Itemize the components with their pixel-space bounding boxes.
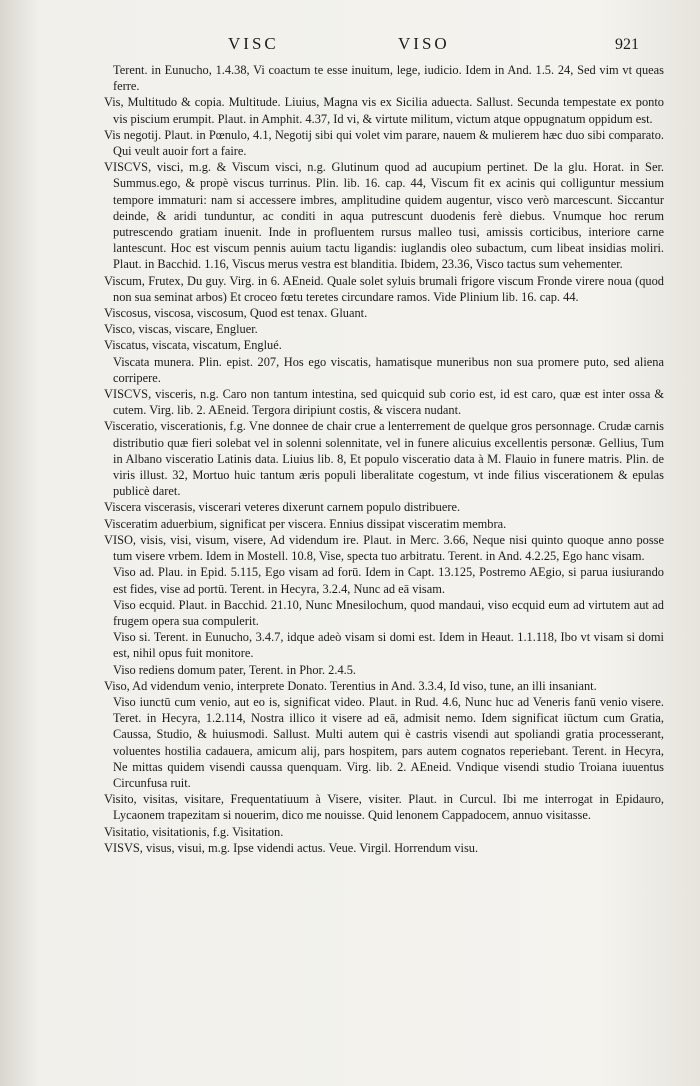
entry-continuation: Viso iunctū cum venio, aut eo is, significat video. Plaut. in Rud. 4.6, Nunc huc ad Veneris fanū venio visere. Teret. in Hecyra, 1.2.114, Nostra illico it visere ad eā, admisit nemo. Idem significat iūctum cum Gratia, Caussa, Studio, & huiusmodi. Sallust. Multi autem qui è castris visendi aut spoliandi gratia processerant, voluentes hostilia cadauera, amicum alij, pars hospitem, pars autem cognatos reperiebant. Terent. in Hecyra, Ne mittas quidem visendi caussa quenquam. Virg. lib. 2. AEneid. Vndique visendi studio Troiana iuuentus Circunfusa ruit.: [113, 694, 664, 790]
dictionary-entry: Viscosus, viscosa, viscosum, Quod est tenax. Gluant.: [104, 306, 368, 321]
dictionary-entry: Vis, Multitudo & copia. Multitude. Liuius, Magna vis ex Sicilia aduecta. Sallust. Secunda tempestate ex ponto vis piscium erumpit. Plaut. in Amphit. 4.37, Id vi, & virtute militum, victum atque oppugnatum oppidum est.: [104, 95, 664, 126]
dictionary-entry: Vis negotij. Plaut. in Pœnulo, 4.1, Negotij sibi qui volet vim parare, nauem & mulierem hæc duo sibi comparato. Qui veult auoir fort a faire.: [104, 127, 664, 159]
dictionary-entry: Viscum, Frutex, Du guy. Virg. in 6. AEneid. Quale solet syluis brumali frigore viscum Fronde virere noua (quod non sua seminat arbos) Et croceo fœtu teretes circundare ramos. Vide Plinium lib. 16. cap. 44.: [104, 273, 664, 304]
dictionary-entry: Visito, visitas, visitare, Frequentatiuum à Visere, visiter. Plaut. in Curcul. Ibi me interrogat in Epidauro, Lycaonem trapezitam si nouerim, dico me nouisse. Quid lenonem Cappadocem, annuo visitasse.: [104, 792, 664, 823]
dictionary-entry: Visco, viscas, viscare, Engluer.: [104, 322, 258, 337]
dictionary-entry: VISVS, visus, visui, m.g. Ipse videndi actus. Veue. Virgil. Horrendum visu.: [104, 840, 479, 855]
dictionary-entry: Visitatio, visitationis, f.g. Visitation.: [104, 824, 284, 839]
entry-continuation: Viso rediens domum pater, Terent. in Phor. 2.4.5.: [113, 662, 357, 677]
dictionary-body: [104, 62, 664, 856]
entry-continuation: Terent. in Eunucho, 1.4.38, Vi coactum te esse inuitum, lege, iudicio. Idem in And. 1.5. 24, Sed vim vt queas ferre.: [113, 63, 664, 94]
dictionary-entry: VISCVS, visci, m.g. & Viscum visci, n.g. Glutinum quod ad aucupium pertinet. De la glu. Horat. in Ser. Summus.ego, & propè viscus turrinus. Plin. lib. 16. cap. 44, Viscum fit ex acinis qui colliguntur messium tempore immaturi: nam si accessere imbres, amplitudine quidem augentur, visco verò marcescunt. Siccantur deinde, & aridi tunduntur, ac conditi in aqua putrescunt duodenis ferè diebus. Vnumque hoc rerum putrescendo gratiam inuenit. Inde in profluentem rursus malleo tusi, amissis corticibus, interiore carne lantescunt. Hoc est viscum pennis auium tactu ligandis: iuglandis oleo subactum, cum libeat insidias moliri. Plaut. in Bacchid. 1.16, Viscus merus vestra est blanditia. Ibidem, 23.36, Visco tactus sum vehementer.: [104, 160, 664, 272]
running-header: [0, 34, 700, 54]
header-right-word: VISO: [398, 34, 450, 53]
entry-continuation: Viscata munera. Plin. epist. 207, Hos ego viscatis, hamatisque muneribus non sua promere puto, sed aliena corripere.: [113, 354, 664, 385]
dictionary-entry: Viscatus, viscata, viscatum, Englué.: [104, 338, 282, 353]
entry-continuation: Viso si. Terent. in Eunucho, 3.4.7, idque adeò visam si domi est. Idem in Heaut. 1.1.118, Ibo vt visam si domi est, nihil opus fuit monitore.: [113, 630, 664, 661]
dictionary-entry: VISO, visis, visi, visum, visere, Ad videndum ire. Plaut. in Merc. 3.66, Neque nisi quinto quoque anno posse tum visere vrbem. Idem in Mostell. 10.8, Vise, specta tuo arbitratu. Terent. in And. 4.2.25, Ego hanc visam.: [104, 532, 664, 564]
dictionary-entry: Viso, Ad videndum venio, interprete Donato. Terentius in And. 3.3.4, Id viso, tune, an illi insaniant.: [104, 678, 597, 693]
header-left-word: VISC: [228, 34, 279, 53]
dictionary-entry: Visceratio, viscerationis, f.g. Vne donnee de chair crue a lenterrement de quelque gros personnage. Crudæ carnis distributio quæ fieri solebat vel in solenni solennitate, vel in funere alicuius excellentis personæ. Gellius, Tum in Albano visceratio Latinis data. Liuius lib. 8, Et populo visceratio data à M. Flauio in funere matris. Plin. de viris illust. 32, Mortuo huic tantum æris populi liberalitate cogestum, vt inde filius viscerationem & epulas publicè daret.: [104, 419, 664, 499]
entry-continuation: Viso ad. Plau. in Epid. 5.115, Ego visam ad forū. Idem in Capt. 13.125, Postremo AEgio, si parua iusiurando est fides, vise ad portū. Terent. in Hecyra, 3.2.4, Nunc ad eā visam.: [113, 565, 664, 596]
dictionary-entry: Viscera viscerasis, viscerari veteres dixerunt carnem populo distribuere.: [104, 500, 461, 515]
entry-continuation: Viso ecquid. Plaut. in Bacchid. 21.10, Nunc Mnesilochum, quod mandaui, viso ecquid eum ad virtutem aut ad frugem opera sua compulerit.: [113, 597, 664, 628]
dictionary-entry: VISCVS, visceris, n.g. Caro non tantum intestina, sed quicquid sub corio est, id est caro, quæ est inter ossa & cutem. Virg. lib. 2. AEneid. Tergora diripiunt costis, & viscera nudant.: [104, 387, 664, 418]
page-number: 921: [615, 36, 639, 53]
dictionary-entry: Visceratim aduerbium, significat per viscera. Ennius dissipat visceratim membra.: [104, 516, 507, 531]
